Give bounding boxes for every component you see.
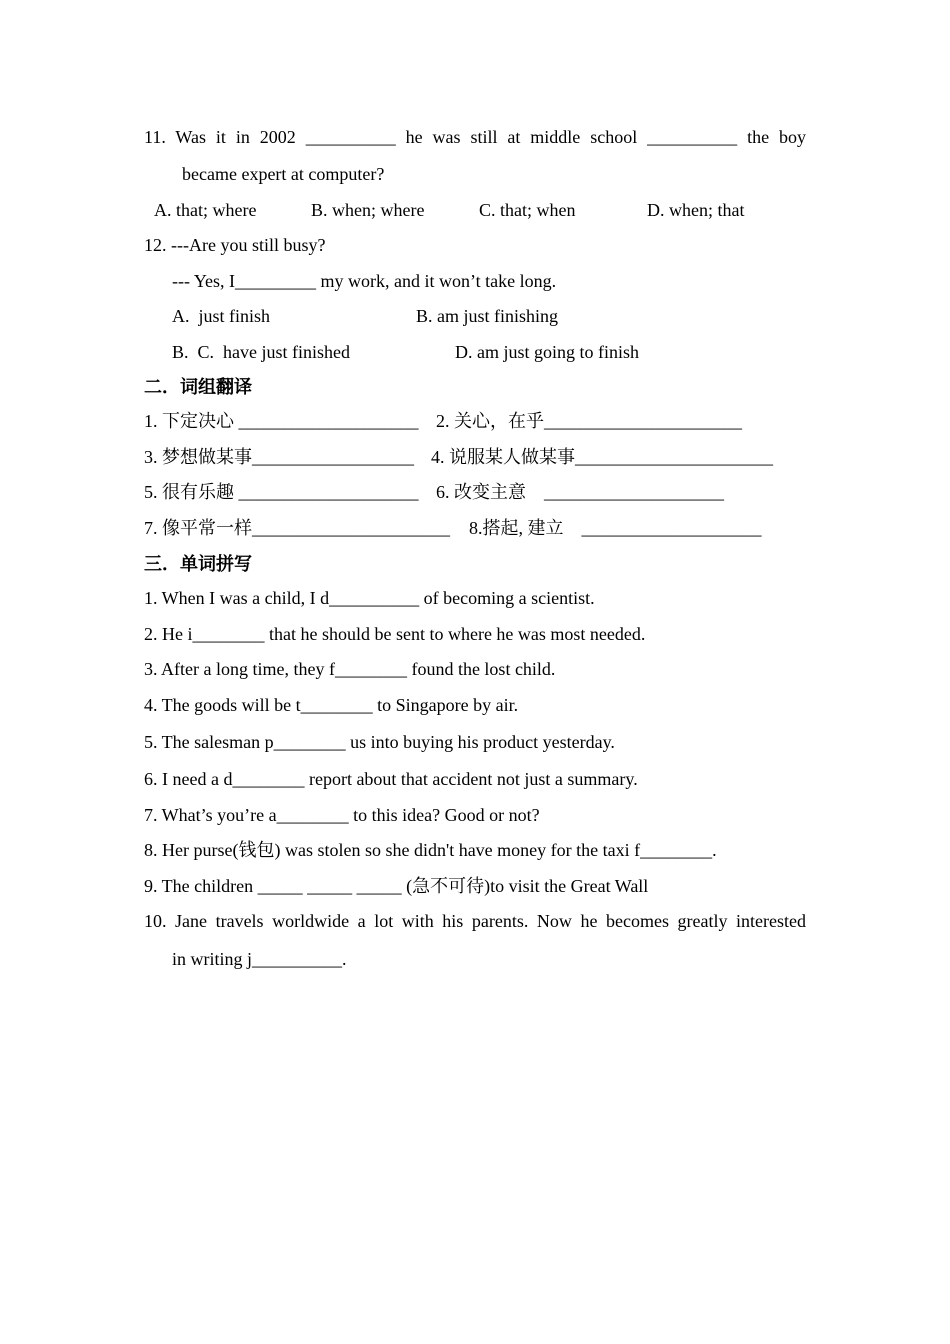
q12-option-d: D. am just going to finish [455,342,639,362]
phrase-4: 4. 说服某人做某事______________________ [431,447,773,467]
q12-option-c: B. C. have just finished [172,342,350,362]
q11-stem-line2: became expert at computer? [182,164,385,184]
spelling-item-1: 1. When I was a child, I d__________ of becoming a scientist. [144,588,595,608]
spelling-item-9: 9. The children _____ _____ _____ (急不可待)to visit the Great Wall [144,876,649,896]
spelling-item-7: 7. What’s you’re a________ to this idea? Good or not? [144,805,540,825]
phrase-7: 7. 像平常一样______________________ [144,518,450,538]
phrase-2: 2. 关心，在乎______________________ [436,411,742,431]
phrase-5: 5. 很有乐趣 ____________________ [144,482,419,502]
q11-option-b: B. when; where [311,200,425,220]
q12-option-b: B. am just finishing [416,306,559,326]
phrase-3: 3. 梦想做某事__________________ [144,447,414,467]
phrase-6: 6. 改变主意 ____________________ [436,482,724,502]
spelling-item-3: 3. After a long time, they f________ found the lost child. [144,659,556,679]
spelling-item-8: 8. Her purse(钱包) was stolen so she didn't have money for the taxi f________. [144,840,717,860]
phrase-1: 1. 下定决心 ____________________ [144,411,419,431]
q11-option-c: C. that; when [479,200,576,220]
spelling-item-10-line1: 10. Jane travels worldwide a lot with his parents. Now he becomes greatly interested [144,911,806,931]
spelling-item-10-line2: in writing j__________. [172,949,347,969]
q12-stem-line2: --- Yes, I_________ my work, and it won’t take long. [172,271,557,291]
q11-option-a: A. that; where [154,200,257,220]
section2-heading: 二．词组翻译 [144,377,252,397]
q11-option-d: D. when; that [647,200,745,220]
spelling-item-6: 6. I need a d________ report about that accident not just a summary. [144,769,638,789]
q12-option-a: A. just finish [172,306,271,326]
phrase-8: 8.搭起, 建立 ____________________ [469,518,762,538]
q12-stem-line1: 12. ---Are you still busy? [144,235,326,255]
spelling-item-5: 5. The salesman p________ us into buying his product yesterday. [144,732,615,752]
q11-stem-line1: 11. Was it in 2002 __________ he was still at middle school __________ the boy [144,127,806,147]
spelling-item-4: 4. The goods will be t________ to Singapore by air. [144,695,519,715]
spelling-item-2: 2. He i________ that he should be sent to where he was most needed. [144,624,646,644]
section3-heading: 三．单词拼写 [144,554,252,574]
